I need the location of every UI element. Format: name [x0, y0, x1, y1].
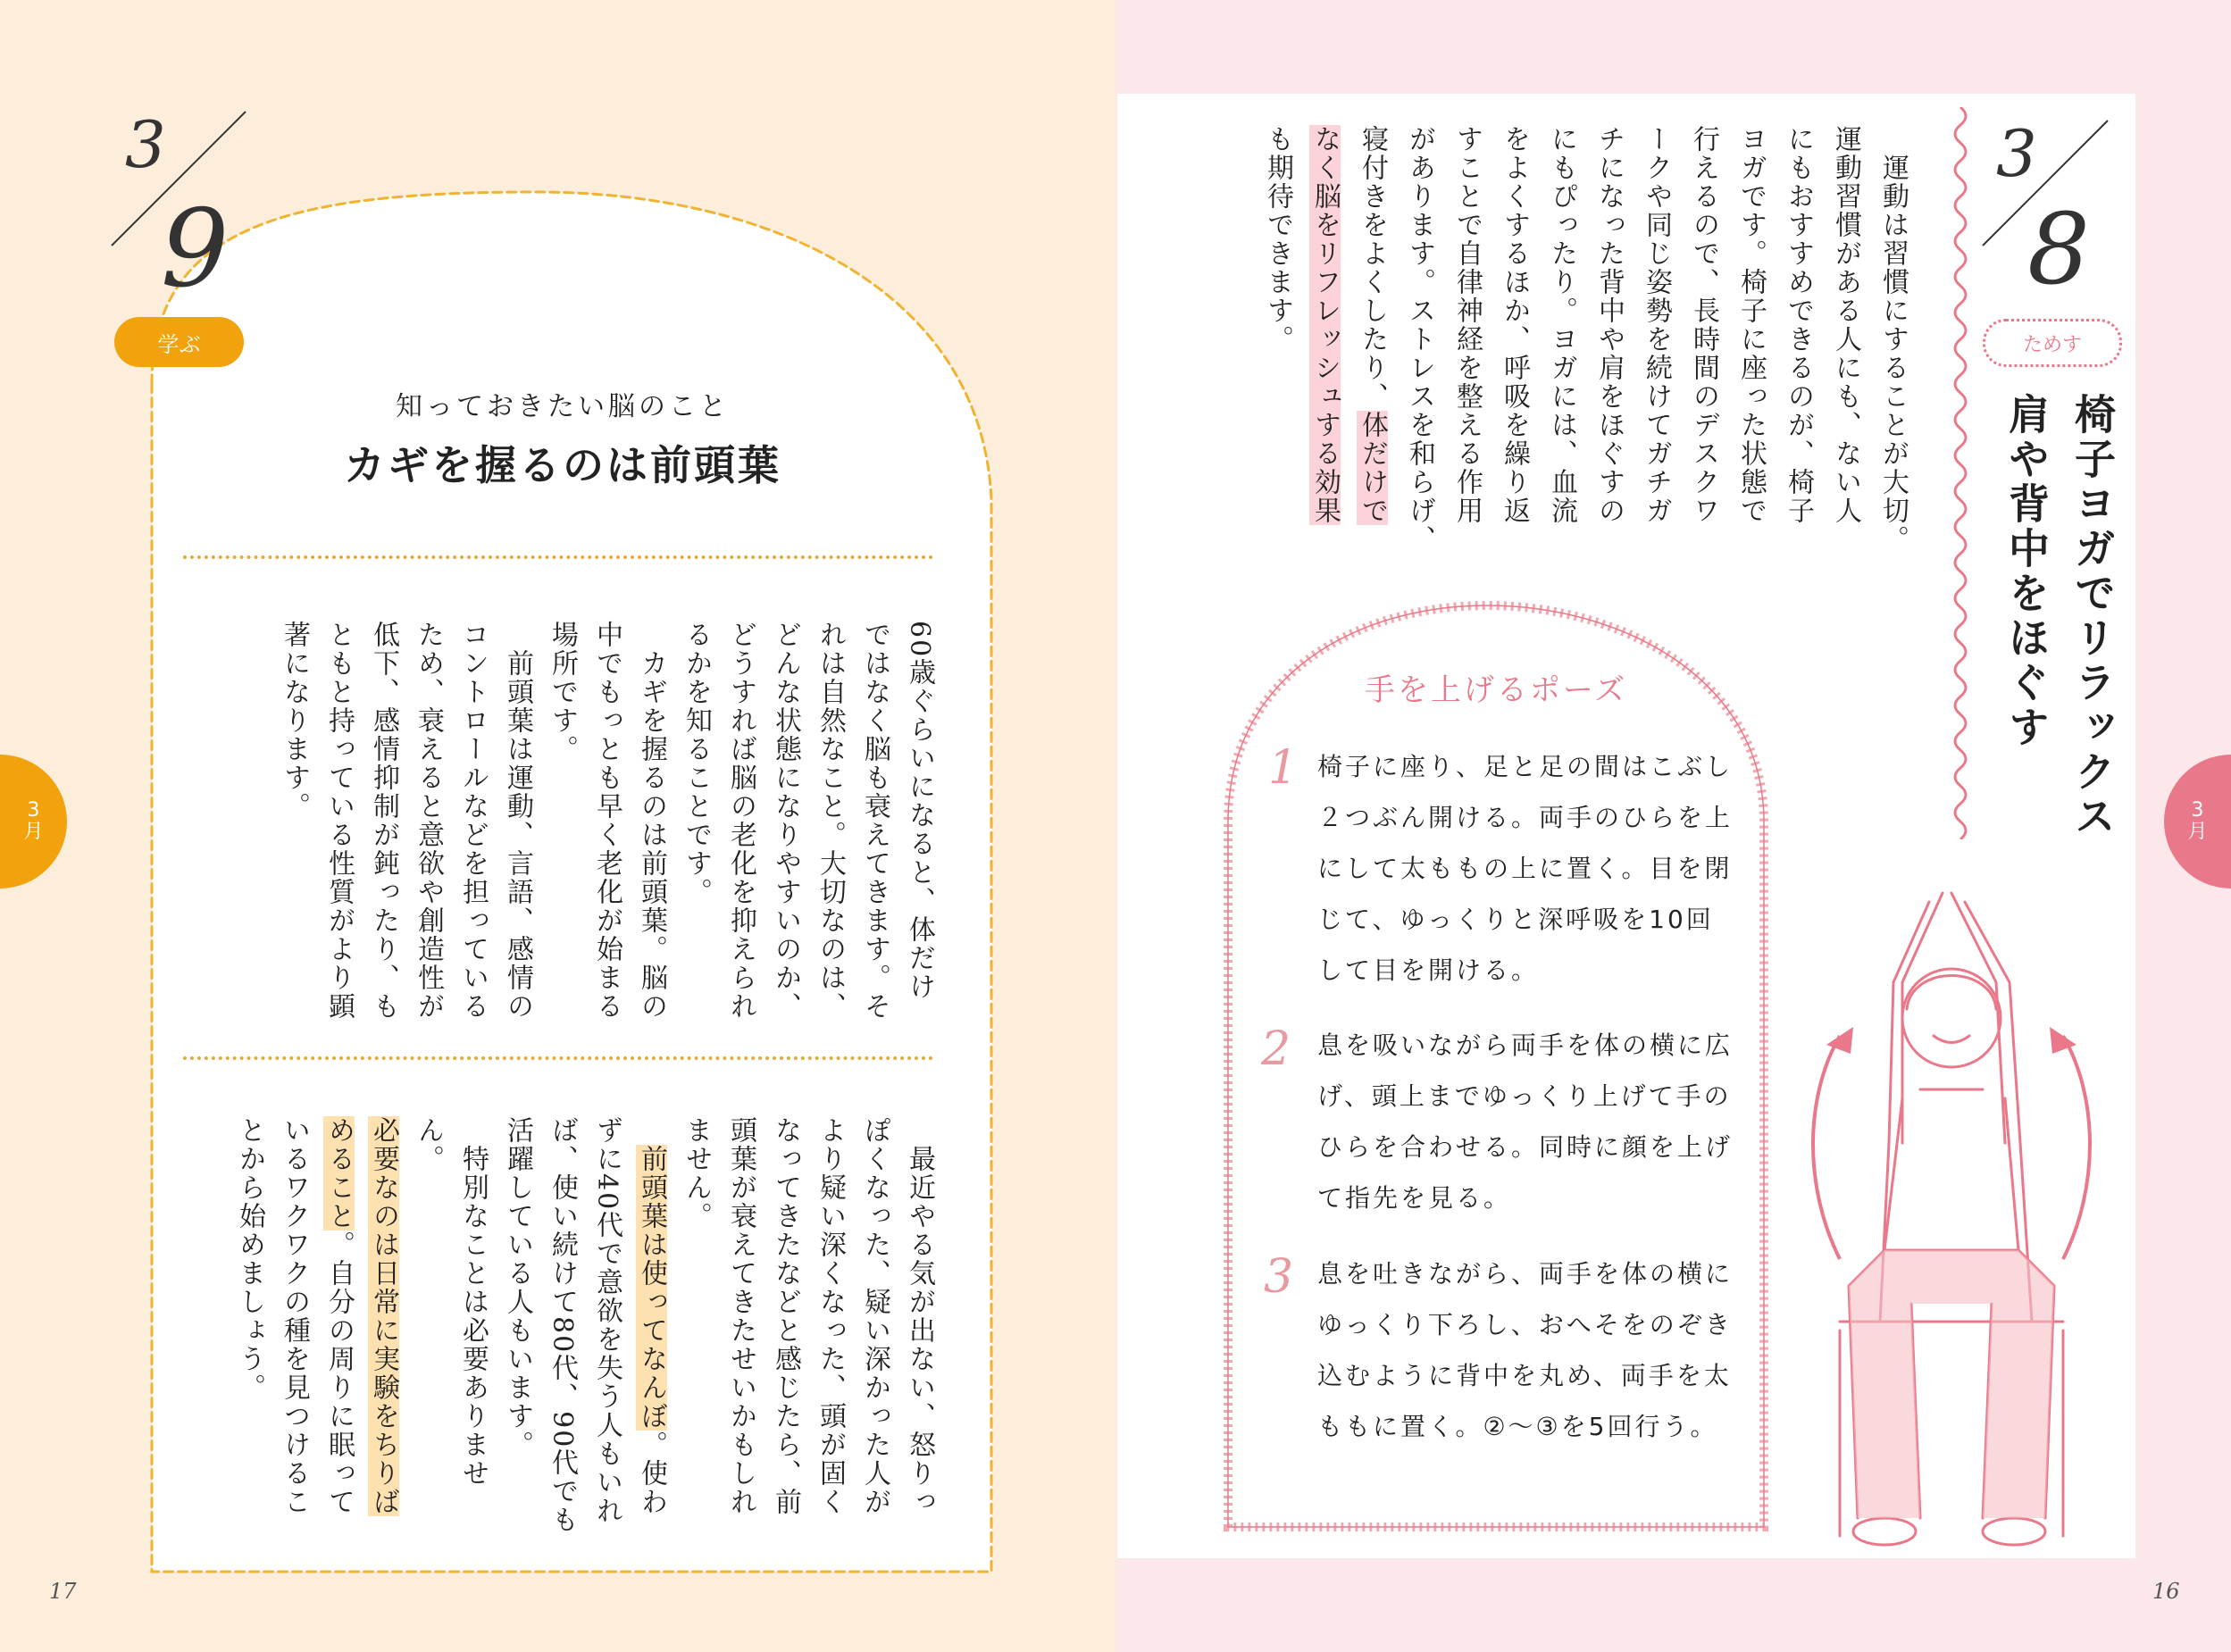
- text-line: にもぴったり。ヨガには、血流: [1546, 125, 1577, 525]
- text-line: [368, 1116, 399, 1516]
- subtitle: 知っておきたい脳のこと: [396, 391, 730, 422]
- page-title: 椅子ヨガでリラックス: [2068, 393, 2117, 839]
- text-line: なってきたなどと感じたら、前: [770, 1116, 801, 1516]
- date-day: 9: [161, 188, 230, 312]
- divider-middle: [183, 1056, 933, 1060]
- text-line: にもおすすめできるのが、椅子: [1783, 125, 1814, 525]
- text-line: るかを知ることです。: [681, 621, 712, 906]
- text-line: 中でもっとも早く老化が始まる: [591, 621, 623, 1021]
- month-tab: 3 月: [0, 755, 67, 889]
- divider-top: [183, 555, 933, 559]
- date-day: 8: [2027, 192, 2090, 306]
- step-number: 2: [1261, 1022, 1291, 1076]
- date-month: 3: [125, 107, 166, 182]
- text-line: ぽくなった、疑い深かった人が: [859, 1116, 890, 1516]
- text-line: れは自然なこと。大切なのは、: [815, 621, 846, 1021]
- text-line: 運動は習慣にすることが大切。: [1877, 125, 1909, 554]
- body-text: [1254, 125, 1917, 572]
- wavy-divider: [1947, 107, 1974, 839]
- text-line: 行えるので、長時間のデスクワ: [1688, 125, 1719, 525]
- pose-title: 手を上げるポーズ: [1364, 672, 1628, 708]
- text-line: 60歳ぐらいになると、体だけ: [904, 621, 935, 1002]
- text-line: どんな状態になりやすいのか、: [770, 621, 801, 1021]
- text-line: 前頭葉は使ってなんぼ。使わ: [636, 1145, 667, 1516]
- body-text-lower: [227, 1116, 941, 1536]
- highlight: なく脳をリフレッシュする効果: [1309, 125, 1341, 525]
- text-line: カギを握るのは前頭葉。脳の: [636, 621, 667, 1021]
- text-line: 活躍している人もいます。: [502, 1116, 533, 1459]
- text-line: をよくするほか、呼吸を繰り返: [1499, 125, 1530, 525]
- yoga-woman-illustration: [1786, 875, 2117, 1572]
- page-title: カギを握るのは前頭葉: [344, 441, 781, 489]
- date-month: 3: [1996, 116, 2037, 191]
- highlight: 体だけで: [1357, 411, 1388, 525]
- text-line: ークや同じ姿勢を続けてガチガ: [1641, 125, 1672, 525]
- text-line: 運動習慣がある人にも、ない人: [1830, 125, 1861, 525]
- text-line: ません。: [681, 1116, 712, 1231]
- text-line: 頭葉が衰えてきたせいかもしれ: [725, 1116, 756, 1516]
- text-line: ではなく脳も衰えてきます。そ: [859, 621, 890, 1021]
- body-text-upper: [272, 621, 941, 1031]
- text-line: ずに40代で意欲を失う人もいれ: [591, 1116, 623, 1526]
- month-tab: 3 月: [2164, 755, 2231, 889]
- step-number: 1: [1268, 741, 1299, 795]
- text-line: めること。自分の周りに眠って: [323, 1116, 355, 1516]
- category-tag: ためす: [1983, 319, 2122, 367]
- text-line: 前頭葉は運動、言語、感情の: [502, 621, 533, 1021]
- step-text: 息を吸いながら両手を体の横に広げ、頭上までゆっくり上げて手のひらを合わせる。同時に顔を上げて指先を見る。: [1317, 1030, 1734, 1213]
- text-line: ため、衰えると意欲や創造性が: [413, 621, 444, 1021]
- text-line: [1309, 125, 1341, 525]
- text-line: ば、使い続けて80代、90代でも: [547, 1116, 578, 1535]
- text-line: すことで自律神経を整える作用: [1451, 125, 1483, 525]
- text-line: ともと持っている性質がより顕: [323, 621, 355, 1021]
- category-tag: 学ぶ: [114, 317, 244, 367]
- text-line: 著になります。: [279, 621, 310, 821]
- text-line: より疑い深くなった、頭が固く: [815, 1116, 846, 1516]
- text-line: コントロールなどを担っている: [457, 621, 489, 1021]
- text-line: 最近やる気が出ない、怒りっ: [904, 1116, 935, 1516]
- page-number: 17: [49, 1579, 77, 1604]
- text-line: どうすれば脳の老化を抑えられ: [725, 621, 756, 1021]
- highlight: 前頭葉は使ってなんぼ: [636, 1145, 667, 1431]
- text-line: いるワクワクの種を見つけるこ: [279, 1116, 310, 1516]
- step-text: 椅子に座り、足と足の間はこぶし２つぶん開ける。両手のひらを上にして太ももの上に置く。目を閉じて、ゆっくりと深呼吸を10回して目を開ける。: [1317, 752, 1734, 985]
- page-number: 16: [2152, 1579, 2180, 1604]
- text-line: 寝付きをよくしたり、体だけで: [1357, 125, 1388, 525]
- highlight: めること: [323, 1116, 355, 1231]
- step-number: 3: [1264, 1250, 1294, 1304]
- text-line: ヨガです。椅子に座った状態で: [1735, 125, 1767, 525]
- text-line: チになった背中や肩をほぐすの: [1593, 125, 1625, 525]
- text-line: も期待できます。: [1262, 125, 1293, 354]
- text-line: 特別なことは必要ありません。: [413, 1116, 489, 1488]
- text-line: とから始めましょう。: [234, 1116, 265, 1402]
- text-line: があります。ストレスを和らげ、: [1404, 125, 1435, 554]
- text-line: 場所です。: [547, 621, 578, 763]
- step-text: 息を吐きながら、両手を体の横にゆっくり下ろし、おへそをのぞき込むように背中を丸め、両手を太ももに置く。②～③を5回行う。: [1317, 1259, 1734, 1441]
- text-line: 低下、感情抑制が鈍ったり、も: [368, 621, 399, 1021]
- highlight: 必要なのは日常に実験をちりば: [368, 1116, 399, 1516]
- page-subtitle: 肩や背中をほぐす: [2002, 393, 2051, 750]
